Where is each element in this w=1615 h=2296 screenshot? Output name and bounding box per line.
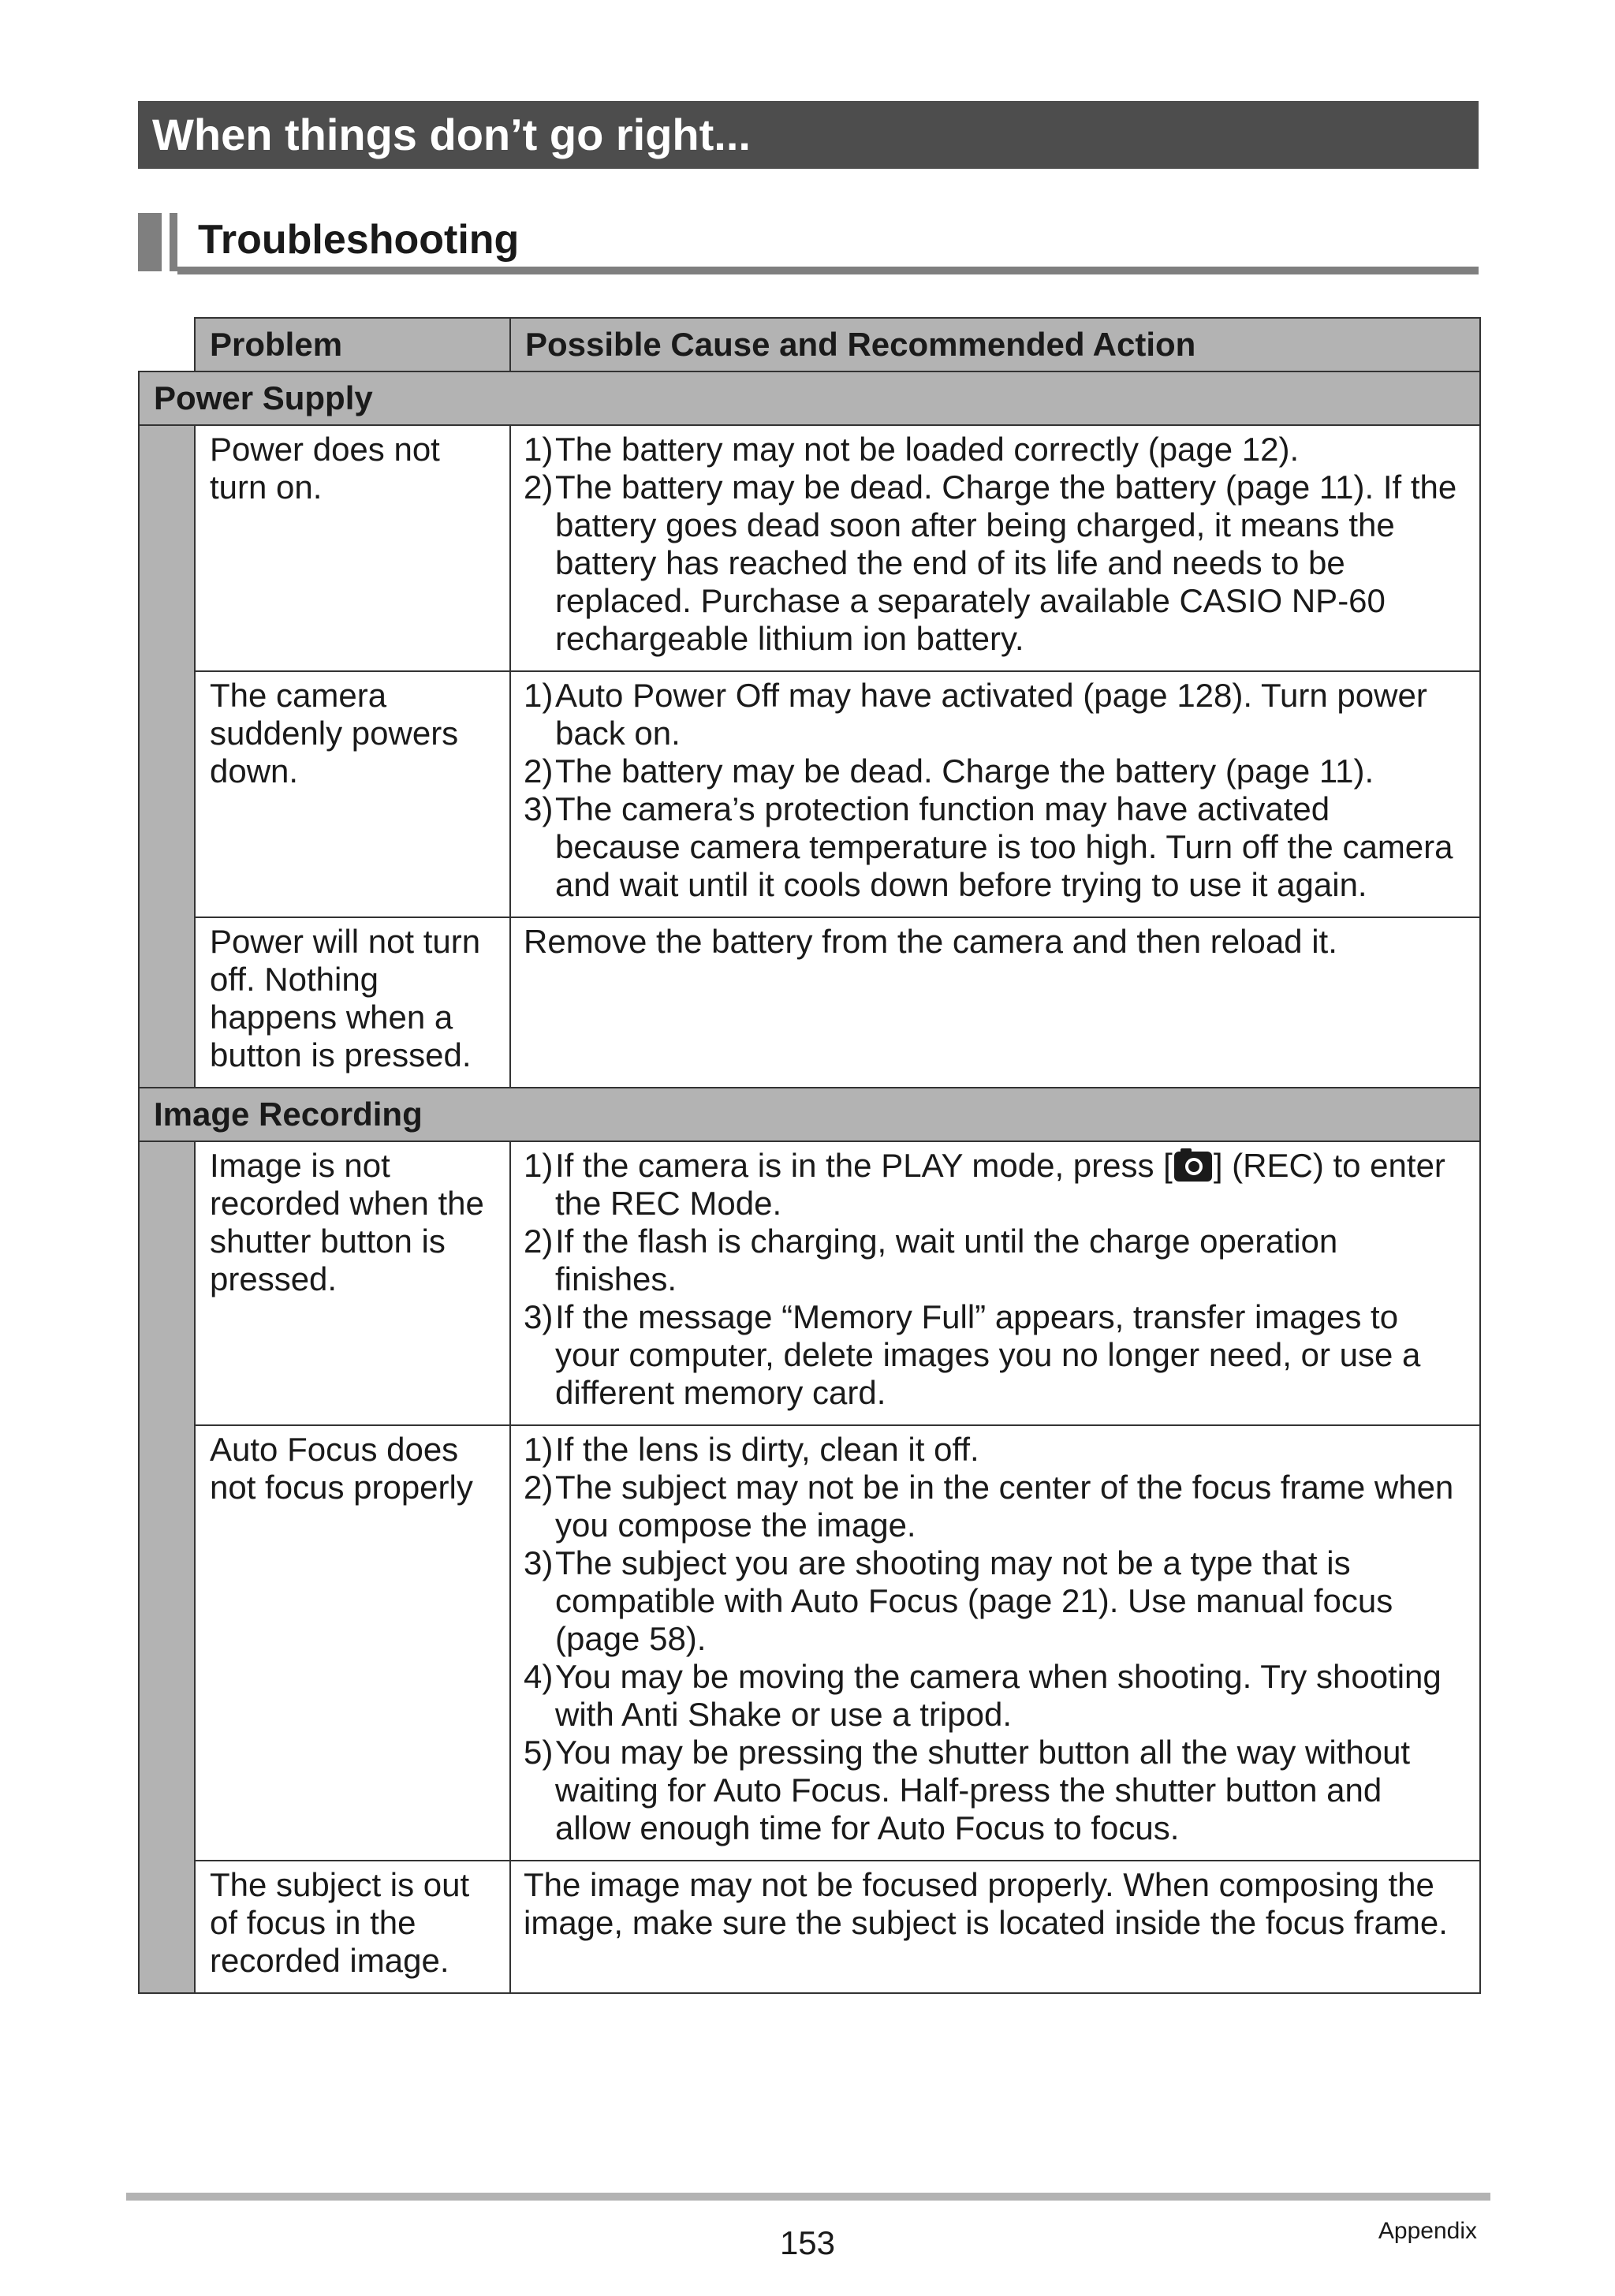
action-list — [524, 677, 1464, 904]
table-row — [139, 1861, 1480, 1993]
list-item: 2) The battery may be dead. Charge the battery (page 11). — [524, 752, 1374, 790]
category-row — [139, 1088, 1480, 1141]
troubleshooting-table — [138, 317, 1481, 1994]
heading-marker — [138, 213, 162, 271]
column-header-problem: Problem — [195, 318, 510, 371]
problem-cell: Image is not recorded when the shutter button is pressed. — [195, 1141, 510, 1425]
section-title: Troubleshooting — [198, 217, 520, 263]
list-item: 4) You may be moving the camera when shooting. Try shooting with Anti Shake or use a tripod. — [524, 1658, 1442, 1733]
list-item: 1) If the camera is in the PLAY mode, press [ ] (REC) to enter the REC Mode. — [524, 1147, 1445, 1222]
page-number: 153 — [779, 2224, 836, 2261]
cause-cell: The image may not be focused properly. When composing the image, make sure the subject is located inside the focus frame. — [510, 1861, 1480, 1993]
list-item: 2) If the flash is charging, wait until the charge operation finishes. — [524, 1223, 1338, 1297]
list-item: 3) The subject you are shooting may not be a type that is compatible with Auto Focus (page 21). Use manual focus (page 58). — [524, 1544, 1393, 1657]
problem-cell: Power does not turn on. — [195, 425, 510, 671]
problem-cell: Auto Focus does not focus properly — [195, 1425, 510, 1861]
cause-cell — [510, 1141, 1480, 1425]
section-heading — [138, 213, 1479, 276]
header-spacer — [139, 318, 195, 371]
table-row — [139, 1141, 1480, 1425]
category-image-recording: Image Recording — [139, 1088, 1480, 1141]
table-header-row — [139, 318, 1480, 371]
action-list — [524, 431, 1464, 658]
heading-marker-thin — [170, 213, 177, 271]
table-row — [139, 425, 1480, 671]
list-item: 1) Auto Power Off may have activated (page 128). Turn power back on. — [524, 677, 1427, 752]
problem-cell: The subject is out of focus in the recorded image. — [195, 1861, 510, 1993]
cause-cell — [510, 1425, 1480, 1861]
list-item: 5) You may be pressing the shutter button all the way without waiting for Auto Focus. Half-press the shutter button and allow enough time for Auto Focus to focus. — [524, 1734, 1411, 1846]
list-item: 1) The battery may not be loaded correctly (page 12). — [524, 431, 1300, 468]
category-row — [139, 371, 1480, 425]
page-banner: When things don’t go right... — [138, 101, 1479, 169]
problem-cell: Power will not turn off. Nothing happens when a button is pressed. — [195, 917, 510, 1088]
camera-icon — [1174, 1152, 1212, 1182]
category-side-bar — [139, 1141, 195, 1993]
footer-section-label: Appendix — [1378, 2218, 1477, 2244]
category-power-supply: Power Supply — [139, 371, 1480, 425]
table-row — [139, 671, 1480, 917]
heading-underline — [177, 267, 1479, 274]
action-list — [524, 1147, 1464, 1412]
action-list — [524, 1431, 1464, 1847]
cause-cell — [510, 671, 1480, 917]
column-header-cause: Possible Cause and Recommended Action — [510, 318, 1480, 371]
table-row — [139, 917, 1480, 1088]
list-item: 2) The battery may be dead. Charge the battery (page 11). If the battery goes dead soon after being charged, it means the battery has reached the end of its life and needs to be replaced. Purchase a separately available CASIO NP-60 rechargeable lithium ion battery. — [524, 469, 1457, 657]
category-side-bar — [139, 425, 195, 1088]
list-item: 2) The subject may not be in the center of the focus frame when you compose the image. — [524, 1469, 1454, 1544]
table-row — [139, 1425, 1480, 1861]
cause-cell: Remove the battery from the camera and then reload it. — [510, 917, 1480, 1088]
list-item: 3) If the message “Memory Full” appears, transfer images to your computer, delete images you no longer need, or use a different memory card. — [524, 1298, 1421, 1411]
list-item: 3) The camera’s protection function may have activated because camera temperature is too high. Turn off the camera and wait until it cools down before trying to use it again. — [524, 790, 1453, 903]
list-item: 1) If the lens is dirty, clean it off. — [524, 1431, 979, 1468]
problem-cell: The camera suddenly powers down. — [195, 671, 510, 917]
cause-cell — [510, 425, 1480, 671]
footer-rule — [126, 2193, 1490, 2201]
